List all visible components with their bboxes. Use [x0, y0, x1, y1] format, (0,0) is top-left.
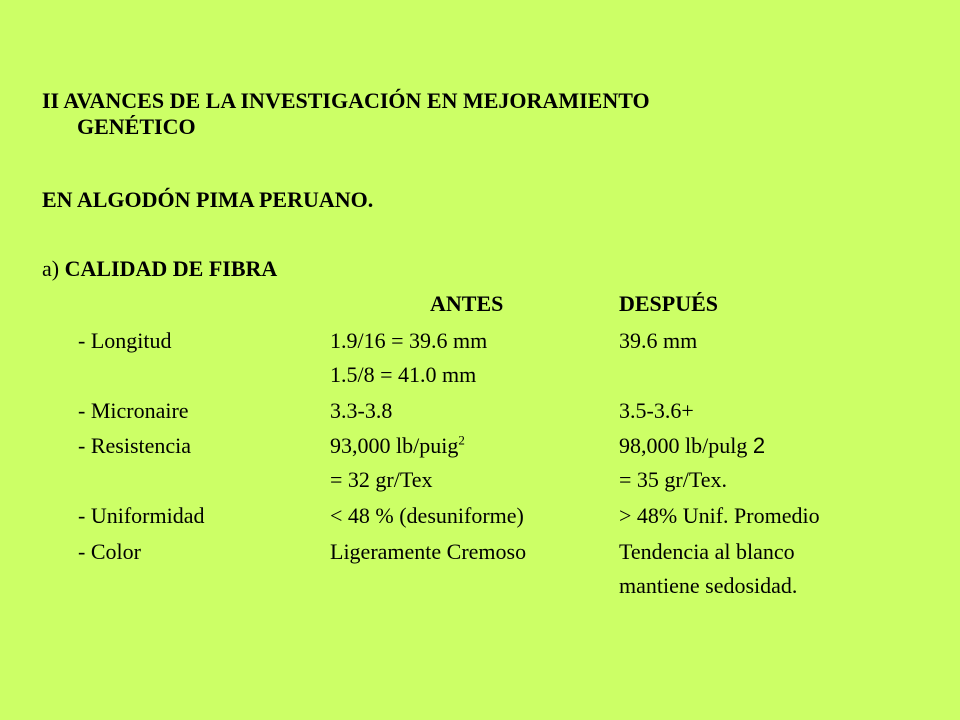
row-after-uniformidad: > 48% Unif. Promedio [619, 503, 820, 528]
row-label-micronaire: - Micronaire [78, 398, 189, 423]
row-label-longitud: - Longitud [78, 328, 172, 353]
section-label: CALIDAD DE FIBRA [64, 256, 278, 281]
row-before-resistencia-2: = 32 gr/Tex [330, 467, 433, 492]
row-after-longitud: 39.6 mm [619, 328, 698, 353]
row-before-resistencia-sup: 2 [458, 432, 465, 448]
row-label-color: - Color [78, 539, 141, 564]
row-before-longitud: 1.9/16 = 39.6 mm [330, 328, 488, 353]
row-before-micronaire: 3.3-3.8 [330, 398, 393, 423]
row-after-micronaire: 3.5-3.6+ [619, 398, 694, 423]
column-header-before: ANTES [430, 291, 504, 316]
row-after-resistencia-text: 98,000 lb/pulg [619, 433, 753, 458]
row-before-longitud-2: 1.5/8 = 41.0 mm [330, 362, 477, 387]
section-prefix: a) [42, 256, 60, 281]
row-after-resistencia-2: = 35 gr/Tex. [619, 467, 728, 492]
heading-line-1: II AVANCES DE LA INVESTIGACIÓN EN MEJORAMIENTO [42, 88, 650, 113]
row-after-color: Tendencia al blanco [619, 539, 795, 564]
row-before-uniformidad: < 48 % (desuniforme) [330, 503, 524, 528]
heading-line-2: GENÉTICO [77, 114, 196, 139]
row-label-uniformidad: - Uniformidad [78, 503, 205, 528]
row-after-resistencia-suffix: 2 [752, 433, 766, 458]
column-header-after: DESPUÉS [619, 291, 719, 316]
section-heading [42, 256, 277, 282]
row-before-color: Ligeramente Cremoso [330, 539, 527, 564]
row-before-resistencia-text: 93,000 lb/puig [330, 433, 459, 458]
row-label-resistencia: - Resistencia [78, 433, 192, 458]
row-after-color-2: mantiene sedosidad. [619, 573, 798, 598]
heading-line-3: EN ALGODÓN PIMA PERUANO. [42, 187, 374, 212]
row-before-resistencia [330, 433, 465, 459]
row-after-resistencia [619, 433, 765, 459]
